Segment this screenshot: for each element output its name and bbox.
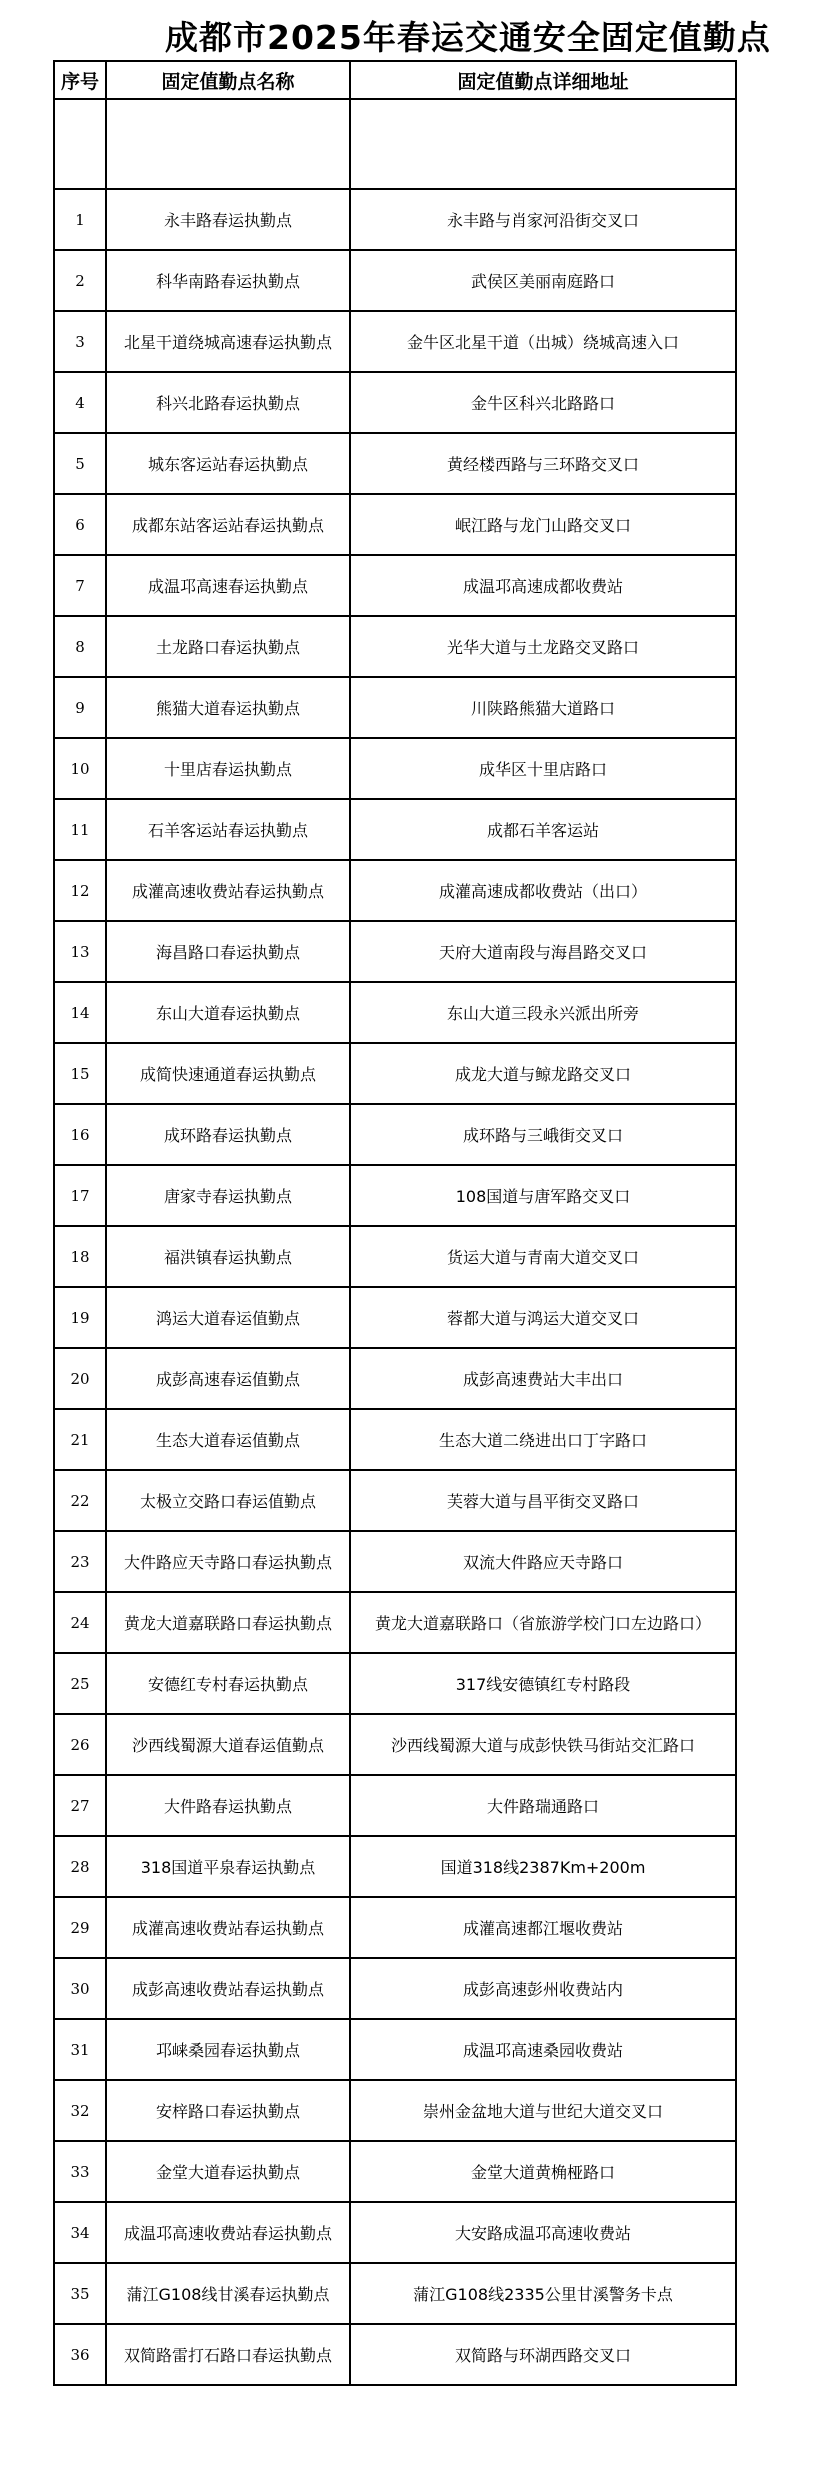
table-row: [54, 738, 736, 799]
address-cell: 成龙大道与鲸龙路交叉口: [350, 1043, 736, 1104]
address-cell: 永丰路与肖家河沿街交叉口: [350, 189, 736, 250]
table-row: [54, 433, 736, 494]
address-cell: 武侯区美丽南庭路口: [350, 250, 736, 311]
name-cell: 成都东站客运站春运执勤点: [106, 494, 350, 555]
address-cell: 成温邛高速成都收费站: [350, 555, 736, 616]
page-title: 成都市2025年春运交通安全固定值勤点: [165, 18, 771, 57]
table-row: [54, 1409, 736, 1470]
address-cell: 双简路与环湖西路交叉口: [350, 2324, 736, 2385]
address-cell: 沙西线蜀源大道与成彭快铁马街站交汇路口: [350, 1714, 736, 1775]
no-cell: 12: [54, 860, 106, 921]
header-no: 序号: [54, 61, 106, 99]
address-cell: 蒲江G108线2335公里甘溪警务卡点: [350, 2263, 736, 2324]
no-cell: 4: [54, 372, 106, 433]
no-cell: 27: [54, 1775, 106, 1836]
address-cell: 东山大道三段永兴派出所旁: [350, 982, 736, 1043]
no-cell: 34: [54, 2202, 106, 2263]
no-cell: 17: [54, 1165, 106, 1226]
no-cell: 24: [54, 1592, 106, 1653]
address-cell: 芙蓉大道与昌平街交叉路口: [350, 1470, 736, 1531]
no-cell: 33: [54, 2141, 106, 2202]
table-row: [54, 2263, 736, 2324]
table-row: [54, 1165, 736, 1226]
name-cell: 唐家寺春运执勤点: [106, 1165, 350, 1226]
no-cell: 25: [54, 1653, 106, 1714]
address-cell: 成彭高速费站大丰出口: [350, 1348, 736, 1409]
name-cell: 大件路春运执勤点: [106, 1775, 350, 1836]
no-cell: 20: [54, 1348, 106, 1409]
address-cell: 光华大道与土龙路交叉路口: [350, 616, 736, 677]
address-cell: 成都石羊客运站: [350, 799, 736, 860]
name-cell: 邛崃桑园春运执勤点: [106, 2019, 350, 2080]
table-row: [54, 1531, 736, 1592]
table-row: [54, 1287, 736, 1348]
address-cell: 成华区十里店路口: [350, 738, 736, 799]
no-cell: 22: [54, 1470, 106, 1531]
address-cell: 黄经楼西路与三环路交叉口: [350, 433, 736, 494]
no-cell: 29: [54, 1897, 106, 1958]
header-name: 固定值勤点名称: [106, 61, 350, 99]
name-cell: 科兴北路春运执勤点: [106, 372, 350, 433]
name-cell: 成环路春运执勤点: [106, 1104, 350, 1165]
name-cell: 北星干道绕城高速春运执勤点: [106, 311, 350, 372]
no-cell: 18: [54, 1226, 106, 1287]
address-cell: 成彭高速彭州收费站内: [350, 1958, 736, 2019]
no-cell: 9: [54, 677, 106, 738]
name-cell: 成温邛高速收费站春运执勤点: [106, 2202, 350, 2263]
address-cell: 货运大道与青南大道交叉口: [350, 1226, 736, 1287]
name-cell: 318国道平泉春运执勤点: [106, 1836, 350, 1897]
no-cell: 19: [54, 1287, 106, 1348]
name-cell: 海昌路口春运执勤点: [106, 921, 350, 982]
name-cell: 成灌高速收费站春运执勤点: [106, 1897, 350, 1958]
name-cell: 蒲江G108线甘溪春运执勤点: [106, 2263, 350, 2324]
name-cell: 双简路雷打石路口春运执勤点: [106, 2324, 350, 2385]
table-row: [54, 1836, 736, 1897]
table-row: [54, 2324, 736, 2385]
name-cell: 鸿运大道春运值勤点: [106, 1287, 350, 1348]
address-cell: 天府大道南段与海昌路交叉口: [350, 921, 736, 982]
table-row: [54, 1897, 736, 1958]
no-cell: 31: [54, 2019, 106, 2080]
name-cell: 黄龙大道嘉联路口春运执勤点: [106, 1592, 350, 1653]
name-cell: 土龙路口春运执勤点: [106, 616, 350, 677]
table-row: [54, 2141, 736, 2202]
name-cell: 成温邛高速春运执勤点: [106, 555, 350, 616]
name-cell: 沙西线蜀源大道春运值勤点: [106, 1714, 350, 1775]
table-row: [54, 1104, 736, 1165]
table-row: [54, 1714, 736, 1775]
table-row: [54, 2202, 736, 2263]
table-row: [54, 555, 736, 616]
name-cell: 成灌高速收费站春运执勤点: [106, 860, 350, 921]
name-cell: 科华南路春运执勤点: [106, 250, 350, 311]
table-row: [54, 921, 736, 982]
no-cell: 23: [54, 1531, 106, 1592]
table-row: [54, 1592, 736, 1653]
table-row: [54, 982, 736, 1043]
no-cell: 26: [54, 1714, 106, 1775]
name-cell: 十里店春运执勤点: [106, 738, 350, 799]
address-cell: 岷江路与龙门山路交叉口: [350, 494, 736, 555]
name-cell: 东山大道春运执勤点: [106, 982, 350, 1043]
no-cell: 3: [54, 311, 106, 372]
name-cell: 成彭高速收费站春运执勤点: [106, 1958, 350, 2019]
name-cell: 石羊客运站春运执勤点: [106, 799, 350, 860]
table-row: [54, 1470, 736, 1531]
no-cell: 16: [54, 1104, 106, 1165]
table-row: [54, 2080, 736, 2141]
blank-cell: [54, 99, 106, 189]
table-row: [54, 1226, 736, 1287]
table-row: [54, 1043, 736, 1104]
address-cell: 成环路与三峨街交叉口: [350, 1104, 736, 1165]
name-cell: 永丰路春运执勤点: [106, 189, 350, 250]
no-cell: 35: [54, 2263, 106, 2324]
no-cell: 1: [54, 189, 106, 250]
address-cell: 国道318线2387Km+200m: [350, 1836, 736, 1897]
blank-cell: [350, 99, 736, 189]
address-cell: 蓉都大道与鸿运大道交叉口: [350, 1287, 736, 1348]
address-cell: 成温邛高速桑园收费站: [350, 2019, 736, 2080]
table-header: [54, 61, 736, 99]
address-cell: 108国道与唐军路交叉口: [350, 1165, 736, 1226]
no-cell: 30: [54, 1958, 106, 2019]
table-row: [54, 860, 736, 921]
address-cell: 317线安德镇红专村路段: [350, 1653, 736, 1714]
table-row: [54, 1775, 736, 1836]
no-cell: 5: [54, 433, 106, 494]
name-cell: 城东客运站春运执勤点: [106, 433, 350, 494]
no-cell: 32: [54, 2080, 106, 2141]
table-row: [54, 2019, 736, 2080]
table-row: [54, 1653, 736, 1714]
table-row: [54, 250, 736, 311]
no-cell: 21: [54, 1409, 106, 1470]
address-cell: 金牛区科兴北路路口: [350, 372, 736, 433]
table-row: [54, 1958, 736, 2019]
no-cell: 10: [54, 738, 106, 799]
address-cell: 金牛区北星干道（出城）绕城高速入口: [350, 311, 736, 372]
no-cell: 11: [54, 799, 106, 860]
blank-cell: [106, 99, 350, 189]
no-cell: 6: [54, 494, 106, 555]
table-row: [54, 494, 736, 555]
table-row: [54, 189, 736, 250]
name-cell: 安德红专村春运执勤点: [106, 1653, 350, 1714]
name-cell: 金堂大道春运执勤点: [106, 2141, 350, 2202]
name-cell: 成简快速通道春运执勤点: [106, 1043, 350, 1104]
name-cell: 生态大道春运值勤点: [106, 1409, 350, 1470]
no-cell: 8: [54, 616, 106, 677]
blank-row: [54, 99, 736, 189]
name-cell: 成彭高速春运值勤点: [106, 1348, 350, 1409]
name-cell: 福洪镇春运执勤点: [106, 1226, 350, 1287]
table-row: [54, 616, 736, 677]
address-cell: 黄龙大道嘉联路口（省旅游学校门口左边路口）: [350, 1592, 736, 1653]
no-cell: 28: [54, 1836, 106, 1897]
no-cell: 2: [54, 250, 106, 311]
address-cell: 崇州金盆地大道与世纪大道交叉口: [350, 2080, 736, 2141]
name-cell: 熊猫大道春运执勤点: [106, 677, 350, 738]
header-address: 固定值勤点详细地址: [350, 61, 736, 99]
address-cell: 金堂大道黄桷桠路口: [350, 2141, 736, 2202]
address-cell: 双流大件路应天寺路口: [350, 1531, 736, 1592]
name-cell: 太极立交路口春运值勤点: [106, 1470, 350, 1531]
table-row: [54, 799, 736, 860]
table-row: [54, 677, 736, 738]
no-cell: 7: [54, 555, 106, 616]
no-cell: 13: [54, 921, 106, 982]
table-row: [54, 1348, 736, 1409]
address-cell: 成灌高速都江堰收费站: [350, 1897, 736, 1958]
table-row: [54, 372, 736, 433]
duty-point-table: [53, 60, 737, 2386]
no-cell: 36: [54, 2324, 106, 2385]
address-cell: 大件路瑞通路口: [350, 1775, 736, 1836]
no-cell: 14: [54, 982, 106, 1043]
name-cell: 安梓路口春运执勤点: [106, 2080, 350, 2141]
address-cell: 生态大道二绕进出口丁字路口: [350, 1409, 736, 1470]
address-cell: 川陕路熊猫大道路口: [350, 677, 736, 738]
table-row: [54, 311, 736, 372]
no-cell: 15: [54, 1043, 106, 1104]
address-cell: 成灌高速成都收费站（出口）: [350, 860, 736, 921]
address-cell: 大安路成温邛高速收费站: [350, 2202, 736, 2263]
name-cell: 大件路应天寺路口春运执勤点: [106, 1531, 350, 1592]
